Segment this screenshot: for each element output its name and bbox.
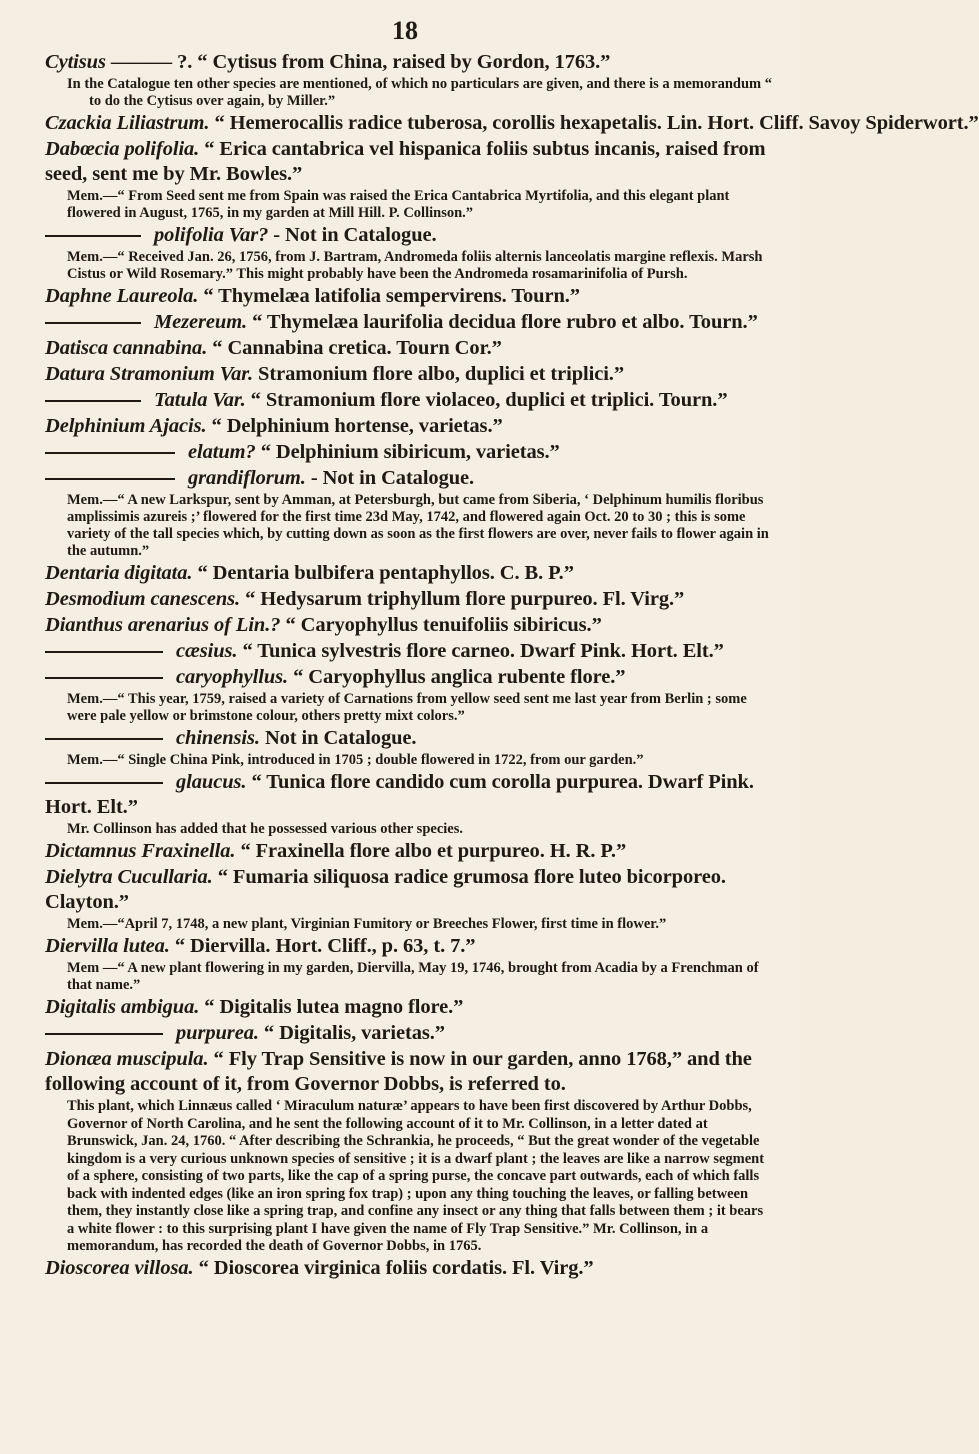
entry-name: Dioscorea villosa. (45, 1256, 194, 1279)
entry-description: “ Thymelæa laurifolia decidua flore rubro et albo. Tourn.” (252, 311, 758, 333)
entry-description: “ Cytisus from China, raised by Gordon, 1763.” (197, 51, 611, 73)
entry-description: “ Delphinium sibiricum, varietas.” (260, 441, 560, 463)
entry-name: Datisca cannabina. (45, 337, 208, 359)
entry-name: Dianthus arenarius of Lin.? (45, 614, 281, 636)
entry-description: “ Diervilla. Hort. Cliff., p. 63, t. 7.” (174, 935, 476, 957)
entry-name: Mezereum. (154, 311, 248, 333)
entry-name: Datura Stramonium Var. (45, 363, 254, 385)
entry-description: Stramonium flore albo, duplici et triplici.” (258, 363, 624, 385)
memo-text: Mem.—“ This year, 1759, raised a variety of Carnations from yellow seed sent me last year from Berlin ; some were pale yellow or brimstone colour, others pretty mixt colors.” (67, 691, 747, 724)
entry-delphinium-ajacis (45, 414, 773, 439)
entry-name: glaucus. (176, 771, 247, 793)
entry-name: grandiflorum. (188, 467, 306, 489)
entry-dianthus-caesius (45, 639, 773, 664)
ditto-dash (45, 738, 163, 740)
entry-description: - Not in Catalogue. (310, 467, 475, 489)
entry-name: Dentaria digitata. (45, 562, 193, 584)
memo-text: Mem —“ A new plant flowering in my garden, Diervilla, May 19, 1746, brought from Acadia by a Frenchman of that name.” (67, 960, 759, 993)
entry-daboecia-var (45, 223, 773, 248)
entry-dianthus-chinensis (45, 726, 773, 751)
entry-name: caryophyllus. (176, 666, 289, 688)
entry-description: “ Hemerocallis radice tuberosa, corollis hexapetalis. Lin. Hort. Cliff. Savoy Spiderwort.” (214, 112, 979, 134)
entry-name: Cytisus (45, 51, 106, 73)
entry-name: Dielytra Cucullaria. (45, 866, 213, 888)
memo-text: Mem.—“ Single China Pink, introduced in 1705 ; double flowered in 1722, from our garden.” (67, 752, 644, 768)
entry-separator: ——— ?. (110, 51, 193, 73)
entry-name: Delphinium Ajacis. (45, 415, 207, 437)
entry-description: “ Delphinium hortense, varietas.” (211, 415, 503, 437)
entry-daphne-mezereum (45, 310, 773, 335)
entry-datura-tatula (45, 388, 773, 413)
entry-dielytra (45, 865, 773, 915)
ditto-dash (45, 651, 163, 653)
entry-cytisus (45, 50, 773, 75)
ditto-dash (45, 235, 141, 237)
entry-name: chinensis. (176, 727, 260, 749)
page-number: 18 (392, 16, 418, 45)
entry-description: “ Tunica flore candido cum corolla purpurea. Dwarf Pink. Hort. Elt.” (45, 771, 754, 818)
entry-description: “ Hedysarum triphyllum flore purpureo. Fl. Virg.” (245, 588, 685, 610)
entry-description: Not in Catalogue. (264, 727, 417, 749)
memo-text: Mem.—“ A new Larkspur, sent by Amman, at Petersburgh, but came from Siberia, ‘ Delphinum humilis floribus amplissimis azureis ;’ flowered for the first time 23d May, 1742, and flowered again Oct. 20 to 30 ; this is some variety of the tall species which, by cutting down as soon as the first flowers are over, never fails to flower again in the autumn.” (67, 492, 769, 559)
entry-datura-stramonium (45, 362, 773, 387)
entry-name: Dionæa muscipula. (45, 1048, 209, 1070)
entry-description: “ Digitalis lutea magno flore.” (204, 996, 464, 1018)
entry-name: Czackia Liliastrum. (45, 112, 210, 134)
entry-dianthus-glaucus (45, 770, 773, 820)
entry-description: “ Fumaria siliquosa radice grumosa flore luteo bicorporeo. Clayton.” (45, 866, 726, 913)
entry-name: elatum? (188, 441, 256, 463)
entry-description: “ Thymelæa latifolia sempervirens. Tourn.” (203, 285, 580, 307)
ditto-dash (45, 1033, 163, 1035)
entry-description: “ Dentaria bulbifera pentaphyllos. C. B. P.” (197, 562, 574, 584)
ditto-dash (45, 677, 163, 679)
entry-digitalis-ambigua (45, 995, 773, 1020)
entry-daphne-laureola (45, 284, 773, 309)
memo-text: Mr. Collinson has added that he possessed various other species. (67, 821, 463, 837)
entry-datisca (45, 336, 773, 361)
entry-name: Dabœcia polifolia. (45, 138, 200, 160)
entry-name: cæsius. (176, 640, 238, 662)
ditto-dash (45, 782, 163, 784)
entry-name: Daphne Laureola. (45, 285, 199, 307)
memo-text: Mem.—“ From Seed sent me from Spain was raised the Erica Cantabrica Myrtifolia, and this elegant plant flowered in August, 1765, in my garden at Mill Hill. P. Collinson.” (67, 188, 730, 221)
entry-delphinium-grandiflorum (45, 466, 773, 491)
entry-name: purpurea. (176, 1022, 259, 1044)
entry-name: Digitalis ambigua. (45, 996, 200, 1018)
entry-daboecia (45, 137, 773, 187)
entry-description: “ Fly Trap Sensitive is now in our garden, anno 1768,” and the following account of it, from Governor Dobbs, is referred to. (45, 1048, 752, 1095)
entry-description: “ Fraxinella flore albo et purpureo. H. R. P.” (240, 840, 627, 862)
entry-name: polifolia Var? (154, 224, 269, 246)
memo-text: Mem.—“April 7, 1748, a new plant, Virginian Fumitory or Breeches Flower, first time in flower.” (67, 916, 667, 932)
entry-dentaria (45, 561, 773, 586)
entry-description: “ Cannabina cretica. Tourn Cor.” (212, 337, 502, 359)
entry-name: Diervilla lutea. (45, 935, 170, 957)
entry-diervilla (45, 934, 773, 959)
entry-dianthus-arenarius (45, 613, 773, 638)
entry-desmodium (45, 587, 773, 612)
entry-description: “ Dioscorea virginica foliis cordatis. Fl. Virg.” (198, 1256, 594, 1279)
memo-text: Mem.—“ Received Jan. 26, 1756, from J. Bartram, Andromeda foliis alternis lanceolatis margine reflexis. Marsh Cistus or Wild Rosemary.” This might probably have been the Andromeda rosamarinifolia of Pursh. (67, 249, 763, 282)
ditto-dash (45, 322, 141, 324)
entry-dioscorea (45, 1256, 773, 1281)
entry-czackia (45, 111, 979, 136)
entry-dionaea (45, 1047, 773, 1097)
entry-description: “ Caryophyllus tenuifoliis sibiricus.” (285, 614, 602, 636)
ditto-dash (45, 452, 175, 454)
memo-text: In the Catalogue ten other species are mentioned, of which no particulars are given, and there is a memorandum “ to do the Cytisus over again, by Miller.” (67, 76, 772, 109)
entry-dictamnus (45, 839, 773, 864)
entry-delphinium-elatum (45, 440, 773, 465)
ditto-dash (45, 478, 175, 480)
entry-name: Dictamnus Fraxinella. (45, 840, 236, 862)
entry-dianthus-caryophyllus (45, 665, 773, 690)
entry-description: “ Erica cantabrica vel hispanica foliis subtus incanis, raised from seed, sent me by Mr. Bowles.” (45, 138, 766, 185)
entry-description: - Not in Catalogue. (273, 224, 437, 246)
entry-name: Desmodium canescens. (45, 588, 241, 610)
page-content (45, 50, 979, 1282)
entry-description: “ Caryophyllus anglica rubente flore.” (293, 666, 626, 688)
entry-description: “ Stramonium flore violaceo, duplici et triplici. Tourn.” (250, 389, 728, 411)
entry-name: Tatula Var. (154, 389, 246, 411)
entry-description: “ Tunica sylvestris flore carneo. Dwarf Pink. Hort. Elt.” (242, 640, 724, 662)
ditto-dash (45, 400, 141, 402)
entry-digitalis-purpurea (45, 1021, 773, 1046)
entry-description: “ Digitalis, varietas.” (263, 1022, 445, 1044)
dionaea-account-text: This plant, which Linnæus called ‘ Miraculum naturæ’ appears to have been first discovered by Arthur Dobbs, Governor of North Carolina, and he sent the following account of it to Mr. Collinson, in a letter dated at Brunswick, Jan. 24, 1760. “ After describing the Schrankia, he proceeds, “ But the great wonder of the vegetable kingdom is a very curious unknown species of sensitive ; it is a dwarf plant ; the leaves are like a narrow segment of a sphere, consisting of two parts, like the cap of a spring purse, the concave part outwards, each of which falls back with indented edges (like an iron spring fox trap) ; upon any thing touching the leaves, or falling between them, they instantly close like a spring trap, and confine any insect or any thing that falls between them ; it bears a white flower : to this surprising plant I have given the name of Fly Trap Sensitive.” Mr. Collinson, in a memorandum, has recorded the death of Governor Dobbs, in 1765. (67, 1098, 765, 1254)
